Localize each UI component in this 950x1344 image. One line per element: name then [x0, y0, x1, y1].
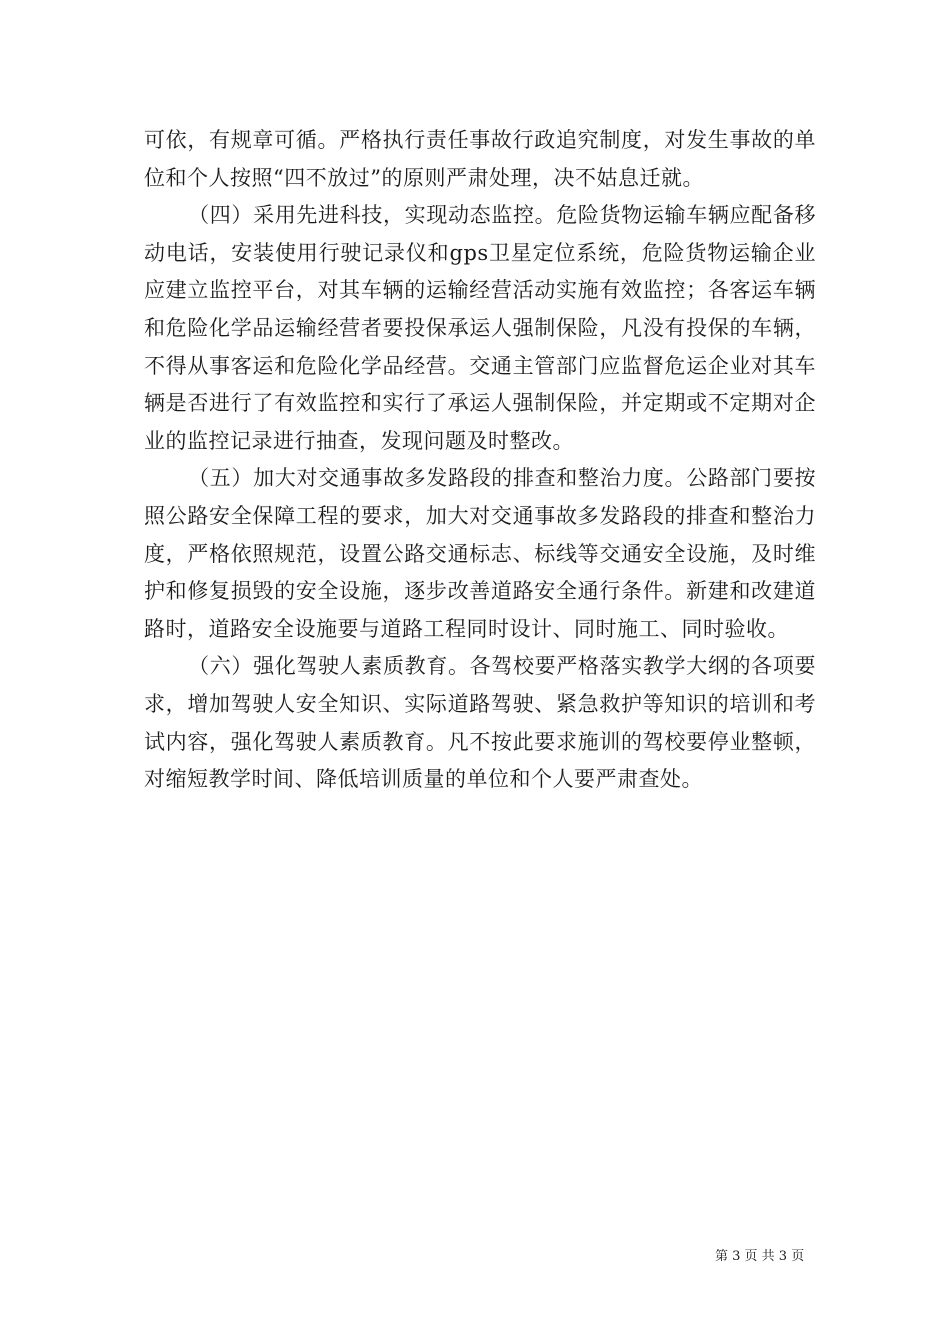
- document-body: [144, 122, 816, 799]
- page-number-footer: 第 3 页 共 3 页: [715, 1249, 805, 1264]
- paragraph-section-5: （五）加大对交通事故多发路段的排查和整治力度。公路部门要按照公路安全保障工程的要求，加大对交通事故多发路段的排查和整治力度，严格依照规范，设置公路交通标志、标线等交通安全设施，及时维护和修复损毁的安全设施，逐步改善道路安全通行条件。新建和改建道路时，道路安全设施要与道路工程同时设计、同时施工、同时验收。: [144, 466, 816, 641]
- paragraph-section-6: （六）强化驾驶人素质教育。各驾校要严格落实教学大纲的各项要求，增加驾驶人安全知识、实际道路驾驶、紧急救护等知识的培训和考试内容，强化驾驶人素质教育。凡不按此要求施训的驾校要停业整顿，对缩短教学时间、降低培训质量的单位和个人要严肃查处。: [144, 654, 816, 792]
- paragraph-continuation: 可依，有规章可循。严格执行责任事故行政追究制度，对发生事故的单位和个人按照“四不放过”的原则严肃处理，决不姑息迁就。: [144, 128, 816, 190]
- paragraph-section-4: （四）采用先进科技，实现动态监控。危险货物运输车辆应配备移动电话，安装使用行驶记录仪和gps卫星定位系统，危险货物运输企业应建立监控平台，对其车辆的运输经营活动实施有效监控；各客运车辆和危险化学品运输经营者要投保承运人强制保险，凡没有投保的车辆，不得从事客运和危险化学品经营。交通主管部门应监督危运企业对其车辆是否进行了有效监控和实行了承运人强制保险，并定期或不定期对企业的监控记录进行抽查，发现问题及时整改。: [144, 203, 816, 453]
